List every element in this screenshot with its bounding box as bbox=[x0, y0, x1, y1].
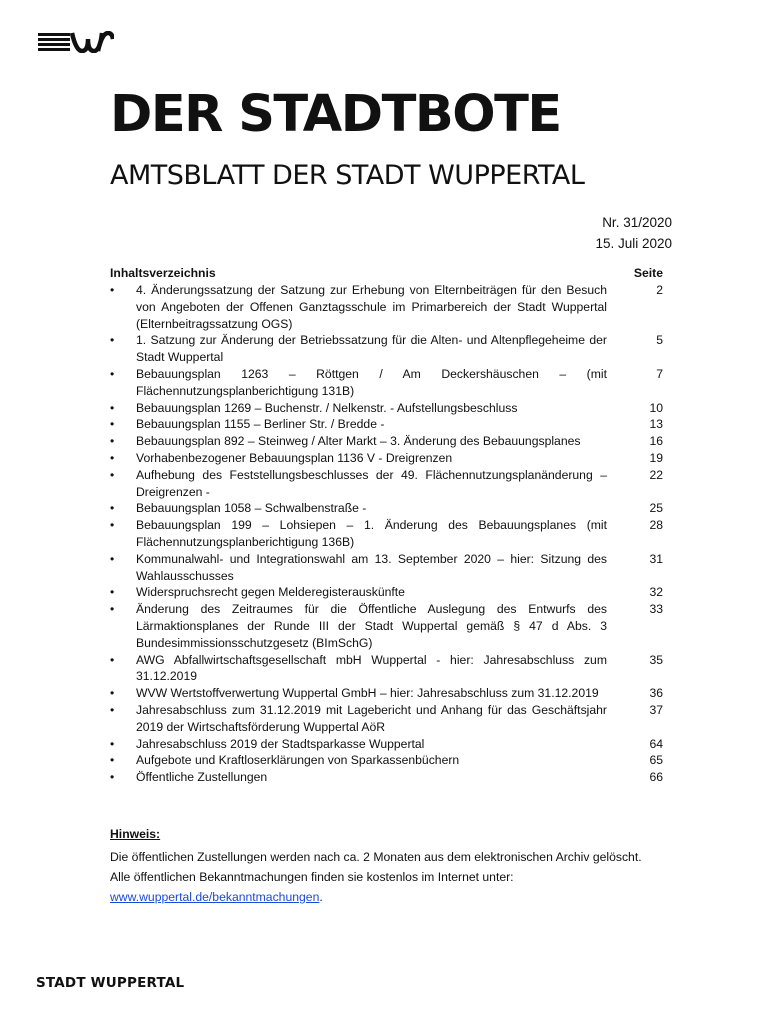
table-of-contents bbox=[110, 265, 663, 786]
bullet-icon bbox=[110, 400, 136, 417]
notice-title: Hinweis: bbox=[110, 827, 161, 841]
toc-item bbox=[110, 467, 663, 501]
toc-item bbox=[110, 551, 663, 585]
toc-item-page: 10 bbox=[649, 400, 663, 415]
toc-item-text: Bebauungsplan 892 – Steinweg / Alter Markt – 3. Änderung des Bebauungsplanes bbox=[136, 434, 581, 449]
toc-item-text: Öffentliche Zustellungen bbox=[136, 770, 268, 785]
toc-item bbox=[110, 400, 663, 417]
bullet-icon bbox=[110, 652, 136, 669]
bullet-icon bbox=[110, 584, 136, 601]
toc-item-page: 35 bbox=[649, 652, 663, 667]
notice-text-internet: Alle öffentlichen Bekanntmachungen finden sie kostenlos im Internet unter: bbox=[110, 870, 514, 884]
toc-item-text: 1. Satzung zur Änderung der Betriebssatzung für die Alten- und Altenpflegeheime der Stadt Wuppertal bbox=[136, 333, 607, 365]
issue-number: Nr. 31/2020 bbox=[602, 215, 672, 230]
toc-item-page: 28 bbox=[649, 518, 663, 533]
toc-item-page: 66 bbox=[649, 770, 663, 785]
toc-item bbox=[110, 702, 663, 736]
toc-item-text: Bebauungsplan 1263 – Röttgen / Am Deckershäuschen – (mit Flächennutzungsplanberichtigung 131B) bbox=[136, 366, 607, 398]
notice-link-suffix: . bbox=[319, 890, 323, 904]
toc-item-page: 13 bbox=[649, 417, 663, 432]
toc-item-page: 31 bbox=[649, 551, 663, 566]
bekanntmachungen-link[interactable]: www.wuppertal.de/bekanntmachungen bbox=[110, 890, 320, 904]
toc-item-page: 36 bbox=[649, 686, 663, 701]
toc-item-page: 25 bbox=[649, 501, 663, 516]
bullet-icon bbox=[110, 366, 136, 383]
bullet-icon bbox=[110, 500, 136, 517]
toc-item-page: 65 bbox=[649, 753, 663, 768]
bullet-icon bbox=[110, 433, 136, 450]
toc-item-text: Änderung des Zeitraumes für die Öffentliche Auslegung des Entwurfs des Lärmaktionsplanes der Runde III der Stadt Wuppertal gemäß § 47 d Abs. 3 Bundesimmissionsschutzgesetz (BImSchG) bbox=[136, 602, 607, 650]
toc-item-text: 4. Änderungssatzung der Satzung zur Erhebung von Elternbeiträgen für den Besuch von Angeboten der Offenen Ganztagsschule im Primarbereich der Stadt Wuppertal (Elternbeitragssatzung OGS) bbox=[136, 283, 607, 331]
toc-item bbox=[110, 416, 663, 433]
toc-item-page: 32 bbox=[649, 585, 663, 600]
toc-item-page: 5 bbox=[656, 333, 663, 348]
toc-item bbox=[110, 450, 663, 467]
toc-header bbox=[110, 265, 663, 282]
bullet-icon bbox=[110, 332, 136, 349]
bullet-icon bbox=[110, 416, 136, 433]
toc-item-text: Widerspruchsrecht gegen Melderegisterauskünfte bbox=[136, 585, 405, 600]
masthead-subtitle: AMTSBLATT DER STADT WUPPERTAL bbox=[110, 160, 585, 191]
toc-item bbox=[110, 685, 663, 702]
toc-item bbox=[110, 601, 663, 651]
bullet-icon bbox=[110, 685, 136, 702]
bullet-icon bbox=[110, 517, 136, 534]
toc-item bbox=[110, 517, 663, 551]
toc-item-text: Bebauungsplan 1269 – Buchenstr. / Nelkenstr. - Aufstellungsbeschluss bbox=[136, 400, 518, 415]
toc-item-text: Aufhebung des Feststellungsbeschlusses der 49. Flächennutzungsplanänderung – Dreigrenzen - bbox=[136, 467, 607, 499]
toc-item-text: Jahresabschluss zum 31.12.2019 mit Lagebericht und Anhang für das Geschäftsjahr 2019 der Wirtschaftsförderung Wuppertal AöR bbox=[136, 702, 607, 734]
bullet-icon bbox=[110, 551, 136, 568]
toc-item bbox=[110, 282, 663, 332]
bullet-icon bbox=[110, 702, 136, 719]
notice-link-line bbox=[110, 887, 650, 907]
toc-item bbox=[110, 736, 663, 753]
toc-item-text: Vorhabenbezogener Bebauungsplan 1136 V - Dreigrenzen bbox=[136, 450, 453, 465]
toc-item-text: Bebauungsplan 1058 – Schwalbenstraße - bbox=[136, 501, 367, 516]
toc-item-text: Bebauungsplan 199 – Lohsiepen – 1. Änderung des Bebauungsplanes (mit Flächennutzungsplanberichtigung 136B) bbox=[136, 518, 607, 549]
toc-item-text: Aufgebote und Kraftloserklärungen von Sparkassenbüchern bbox=[136, 753, 460, 768]
issue-date: 15. Juli 2020 bbox=[595, 236, 672, 251]
wuppertal-logo-icon bbox=[38, 31, 114, 53]
toc-item bbox=[110, 433, 663, 450]
toc-item bbox=[110, 584, 663, 601]
toc-item-page: 2 bbox=[656, 283, 663, 297]
bullet-icon bbox=[110, 752, 136, 769]
toc-item-page: 19 bbox=[649, 450, 663, 465]
footer-brand: STADT WUPPERTAL bbox=[36, 975, 185, 991]
toc-item-text: AWG Abfallwirtschaftsgesellschaft mbH Wuppertal - hier: Jahresabschluss zum 31.12.2019 bbox=[136, 652, 607, 684]
toc-item-text: Bebauungsplan 1155 – Berliner Str. / Bredde - bbox=[136, 417, 385, 432]
bullet-icon bbox=[110, 769, 136, 786]
toc-item-page: 33 bbox=[649, 602, 663, 617]
toc-item bbox=[110, 332, 663, 366]
toc-item bbox=[110, 500, 663, 517]
masthead-title: DER STADTBOTE bbox=[110, 85, 561, 144]
bullet-icon bbox=[110, 601, 136, 618]
notice-section bbox=[110, 824, 650, 907]
toc-item bbox=[110, 652, 663, 686]
bullet-icon bbox=[110, 450, 136, 467]
bullet-icon bbox=[110, 467, 136, 484]
bullet-icon bbox=[110, 282, 136, 299]
toc-item-text: WVW Wertstoffverwertung Wuppertal GmbH – hier: Jahresabschluss zum 31.12.2019 bbox=[136, 686, 599, 701]
toc-item-text: Kommunalwahl- und Integrationswahl am 13. September 2020 – hier: Sitzung des Wahlausschusses bbox=[136, 551, 607, 583]
toc-item-text: Jahresabschluss 2019 der Stadtsparkasse Wuppertal bbox=[136, 736, 425, 751]
notice-text: Die öffentlichen Zustellungen werden nach ca. 2 Monaten aus dem elektronischen Archiv gelöscht. bbox=[110, 850, 642, 864]
toc-item-page: 7 bbox=[656, 366, 663, 381]
toc-item bbox=[110, 366, 663, 400]
toc-item-page: 22 bbox=[649, 467, 663, 482]
toc-item-page: 64 bbox=[649, 736, 663, 751]
toc-item-page: 16 bbox=[649, 434, 663, 449]
toc-item-page: 37 bbox=[649, 702, 663, 717]
bullet-icon bbox=[110, 736, 136, 753]
issue-info bbox=[595, 212, 672, 254]
toc-page-heading: Seite bbox=[633, 266, 663, 280]
toc-item bbox=[110, 769, 663, 786]
toc-item bbox=[110, 752, 663, 769]
toc-heading: Inhaltsverzeichnis bbox=[110, 266, 216, 280]
